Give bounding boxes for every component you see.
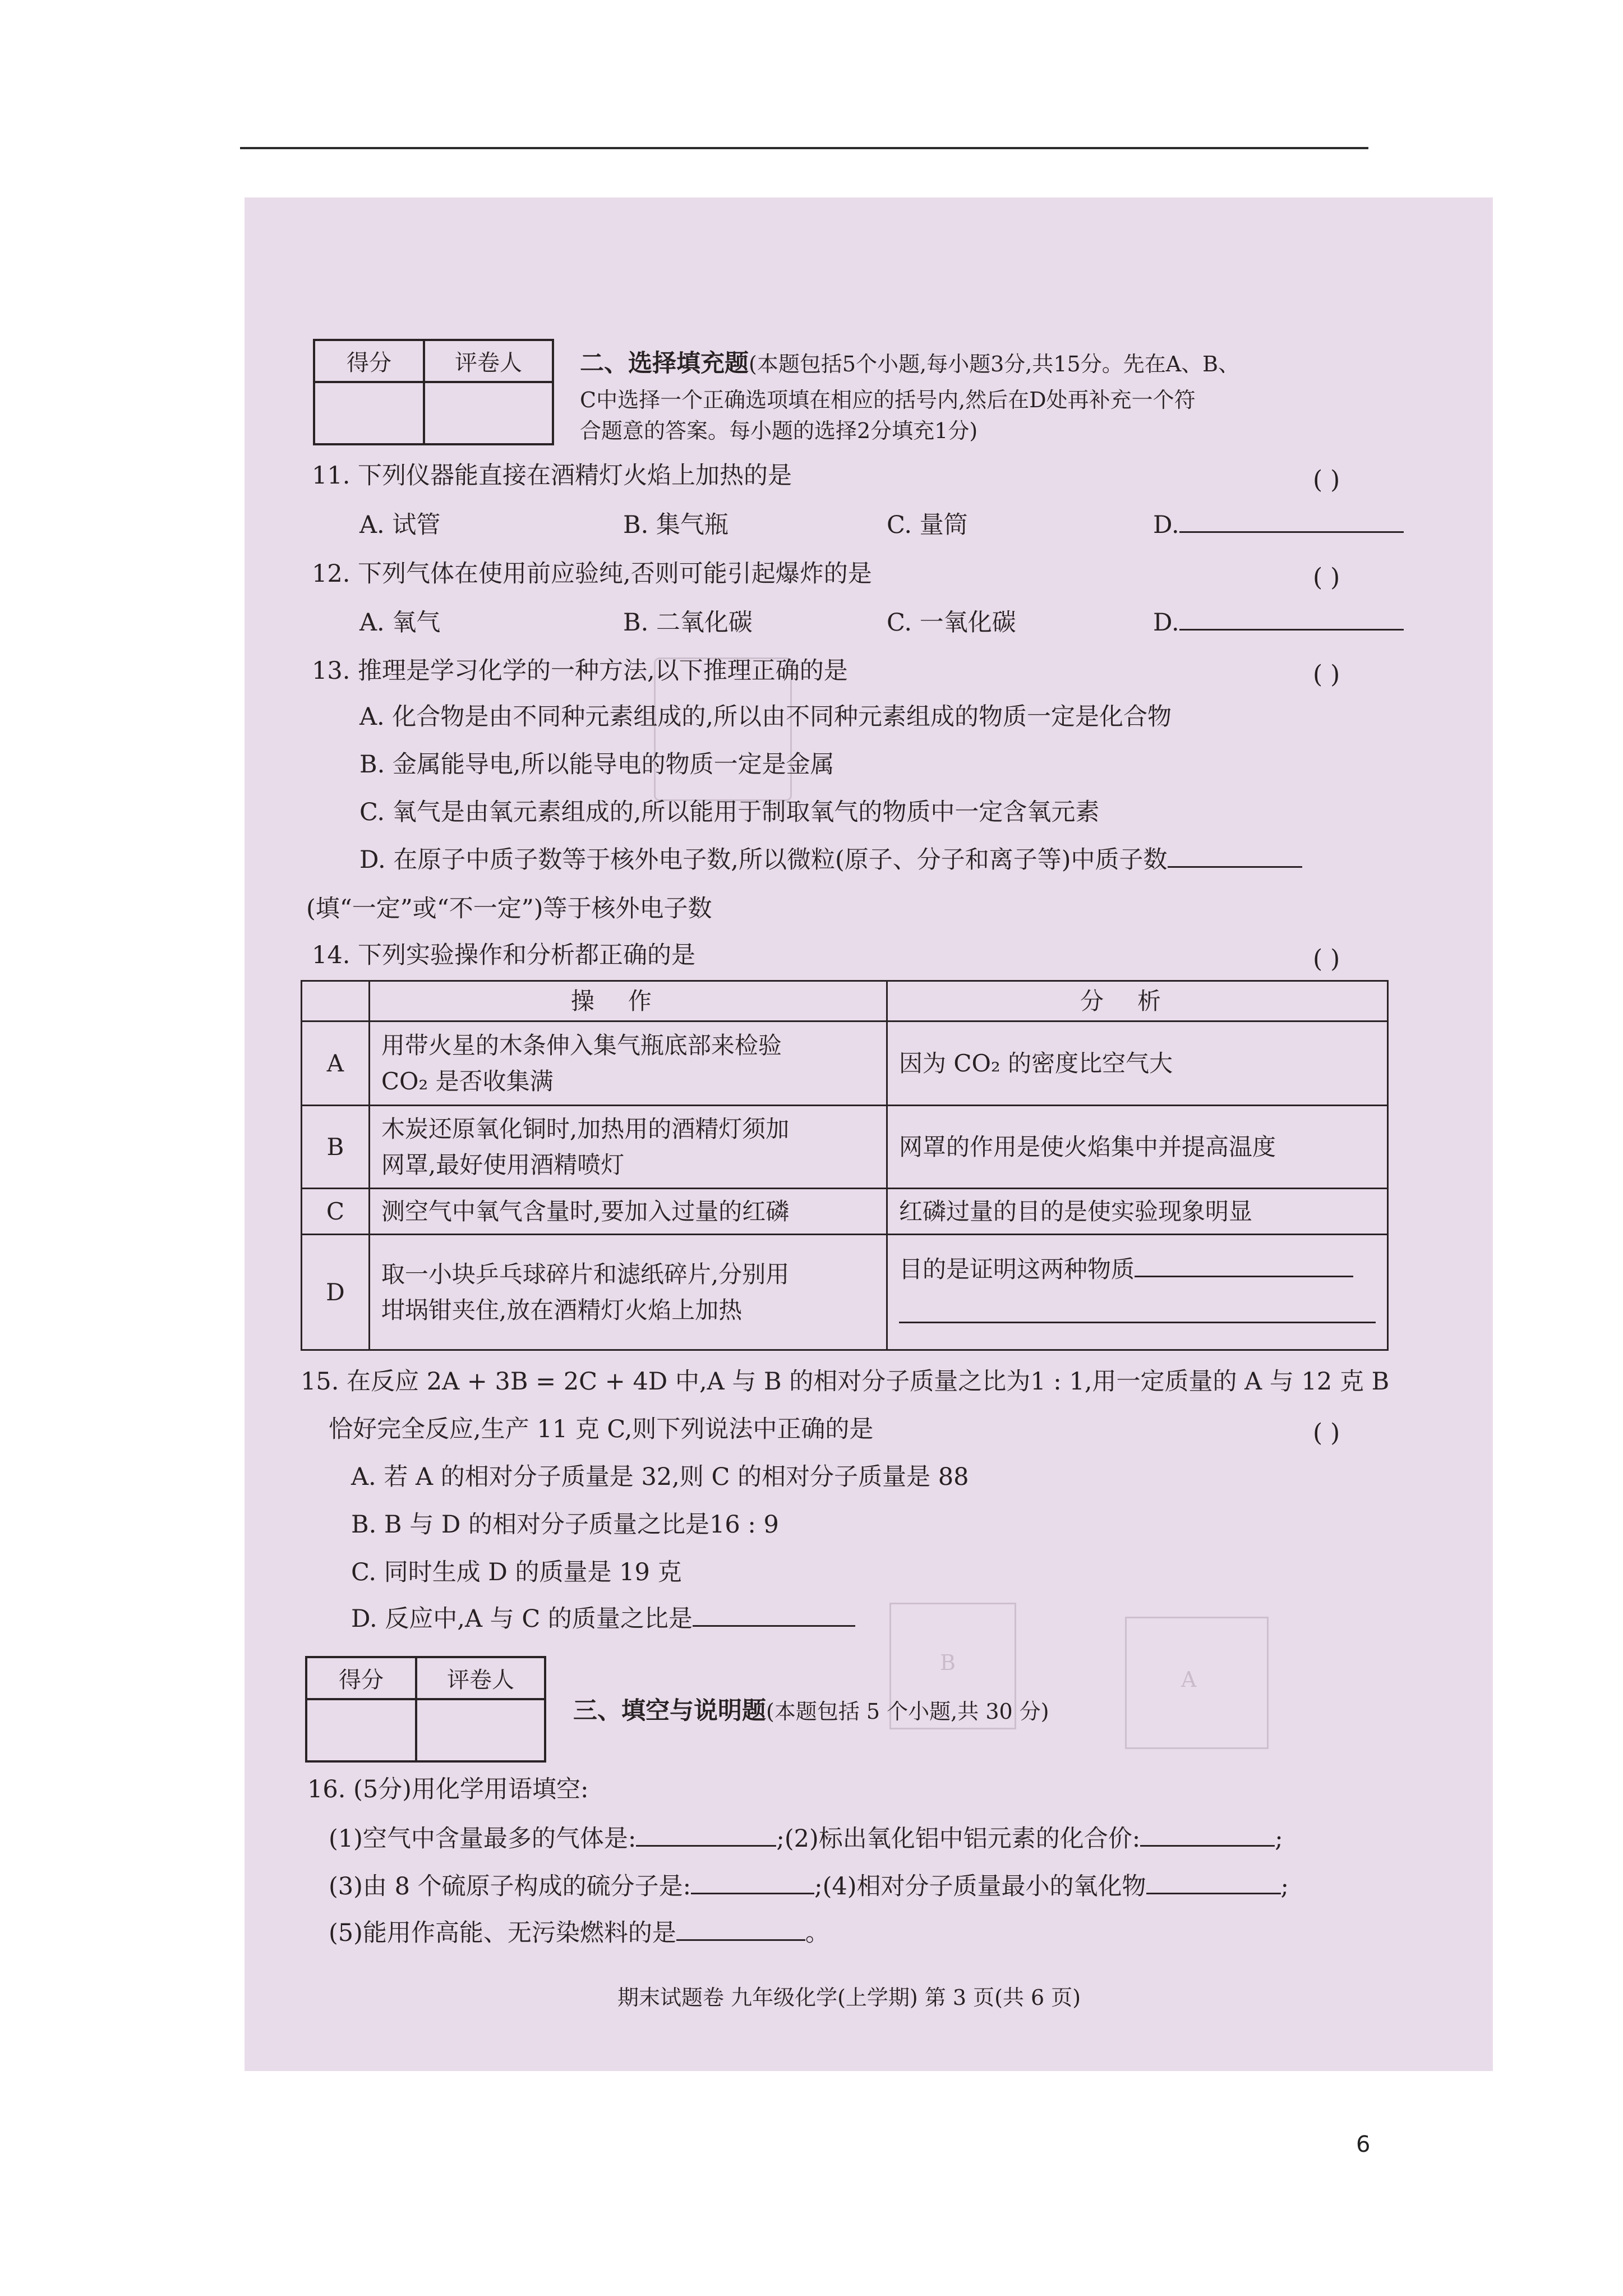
q16-blank4[interactable] (1146, 1893, 1281, 1894)
q14-row-a-label: A (302, 1022, 370, 1106)
q14-d-blank1[interactable] (1135, 1276, 1353, 1277)
page-footer: 期末试题卷 九年级化学(上学期) 第 3 页(共 6 页) (617, 1985, 1081, 2010)
score-label: 得分 (314, 340, 424, 382)
header-rule (240, 147, 1368, 149)
q16-stem: 16. (5分)用化学用语填空: (307, 1775, 589, 1803)
q15-option-c: C. 同时生成 D 的质量是 19 克 (351, 1558, 682, 1586)
q13-option-c: C. 氧气是由氧元素组成的,所以能用于制取氧气的物质中一定含氧元素 (359, 798, 1100, 826)
ghost-box-a (1125, 1617, 1269, 1749)
q13-answer-paren[interactable]: ( ) (1313, 660, 1340, 689)
q11-stem: 11. 下列仪器能直接在酒精灯火焰上加热的是 (312, 462, 792, 490)
q15-d-blank[interactable] (693, 1625, 855, 1627)
q13-option-d-text: D. 在原子中质子数等于核外电子数,所以微粒(原子、分子和离子等)中质子数 (359, 846, 1168, 874)
section2-heading: 二、选择填充题 (580, 349, 749, 378)
q12-option-d-label: D. (1153, 609, 1179, 637)
q14-row-d-op-line1: 取一小块乒乓球碎片和滤纸碎片,分别用 (381, 1260, 790, 1288)
page-number: 6 (1356, 2132, 1371, 2157)
grader-cell (424, 382, 553, 444)
q14-row-d-op-line2: 坩埚钳夹住,放在酒精灯火焰上加热 (381, 1296, 743, 1324)
score-label-2: 得分 (306, 1657, 416, 1699)
q14-row-b (302, 1106, 1388, 1189)
q11-option-d-label: D. (1153, 511, 1179, 539)
ghost-label-b: B (940, 1650, 956, 1675)
q15-option-b: B. B 与 D 的相对分子质量之比是16 : 9 (351, 1511, 779, 1539)
q12-d-blank[interactable] (1179, 629, 1404, 631)
q14-row-c-label: C (302, 1189, 370, 1235)
q16-part2-end: ; (1275, 1825, 1283, 1853)
section2-desc3: 合题意的答案。每小题的选择2分填充1分) (580, 418, 978, 443)
q15-option-a: A. 若 A 的相对分子质量是 32,则 C 的相对分子质量是 88 (351, 1463, 969, 1491)
grader-label-2: 评卷人 (416, 1657, 545, 1699)
q14-row-a-analysis: 因为 CO₂ 的密度比空气大 (887, 1022, 1388, 1106)
q16-blank1[interactable] (636, 1845, 776, 1847)
section2-desc1: (本题包括5个小题,每小题3分,共15分。先在A、B、 (749, 352, 1240, 376)
section2-line1 (580, 349, 1239, 379)
q14-row-b-operation (369, 1106, 887, 1189)
q16-blank5[interactable] (676, 1939, 805, 1941)
q16-blank2[interactable] (1140, 1845, 1275, 1847)
grader-cell-2 (416, 1699, 545, 1761)
score-cell (314, 382, 424, 444)
q13-option-a: A. 化合物是由不同种元素组成的,所以由不同种元素组成的物质一定是化合物 (359, 703, 1172, 731)
grader-label: 评卷人 (424, 340, 553, 382)
q16-part2: ;(2)标出氧化铝中铝元素的化合价: (776, 1825, 1141, 1853)
q14-row-b-op-line2: 网罩,最好使用酒精喷灯 (381, 1151, 625, 1179)
q12-option-c: C. 一氧化碳 (887, 609, 1016, 637)
q14-row-d-analysis (887, 1235, 1388, 1350)
q15-stem-line2: 恰好完全反应,生产 11 克 C,则下列说法中正确的是 (329, 1415, 874, 1443)
q12-option-d (1153, 608, 1404, 637)
q14-row-d-analysis-text: 目的是证明这两种物质 (899, 1255, 1135, 1283)
q14-answer-paren[interactable]: ( ) (1313, 945, 1340, 973)
q12-answer-paren[interactable]: ( ) (1313, 563, 1340, 592)
scanned-page (245, 197, 1493, 2071)
ghost-label-a: A (1181, 1667, 1197, 1692)
q11-option-c: C. 量筒 (887, 511, 968, 539)
q14-table (301, 980, 1389, 1351)
q13-d-blank[interactable] (1168, 866, 1302, 868)
section3-heading: 三、填空与说明题 (573, 1697, 766, 1725)
q16-blank3[interactable] (691, 1893, 814, 1894)
q14-row-a-op-line1: 用带火星的木条伸入集气瓶底部来检验 (381, 1031, 782, 1059)
q12-option-b: B. 二氧化碳 (623, 609, 753, 637)
q16-line2 (329, 1872, 1289, 1901)
q14-row-a-op-line2: CO₂ 是否收集满 (381, 1067, 554, 1095)
q14-row-b-op-line1: 木炭还原氧化铜时,加热用的酒精灯须加 (381, 1115, 790, 1143)
q15-stem-line1: 15. 在反应 2A + 3B = 2C + 4D 中,A 与 B 的相对分子质量之比为1 : 1,用一定质量的 A 与 12 克 B (301, 1368, 1390, 1396)
q14-row-c-analysis: 红磷过量的目的是使实验现象明显 (887, 1189, 1388, 1235)
q14-table-corner (302, 981, 370, 1022)
score-box (313, 339, 554, 445)
q13-stem: 13. 推理是学习化学的一种方法,以下推理正确的是 (312, 657, 848, 685)
section3-desc: (本题包括 5 个小题,共 30 分) (766, 1699, 1049, 1724)
q16-part1: (1)空气中含量最多的气体是: (329, 1825, 637, 1853)
q13-option-b: B. 金属能导电,所以能导电的物质一定是金属 (359, 751, 834, 779)
q11-option-d (1153, 510, 1404, 540)
q15-option-d (351, 1604, 855, 1634)
score-cell-2 (306, 1699, 416, 1761)
section2-desc2: C中选择一个正确选项填在相应的括号内,然后在D处再补充一个符 (580, 388, 1196, 412)
q14-row-a (302, 1022, 1388, 1106)
q14-row-c (302, 1189, 1388, 1235)
q16-part5: (5)能用作高能、无污染燃料的是 (329, 1919, 676, 1947)
q14-stem: 14. 下列实验操作和分析都正确的是 (312, 941, 696, 969)
q14-row-b-label: B (302, 1106, 370, 1189)
q16-line1 (329, 1824, 1283, 1853)
q12-option-a: A. 氧气 (359, 609, 441, 637)
q13-option-d-continued: (填“一定”或“不一定”)等于核外电子数 (306, 895, 712, 923)
section3-line (573, 1696, 1049, 1726)
q11-d-blank[interactable] (1179, 531, 1404, 533)
q15-option-d-text: D. 反应中,A 与 C 的质量之比是 (351, 1605, 693, 1633)
score-box-2 (305, 1656, 546, 1763)
q13-option-d (359, 845, 1302, 875)
q14-row-c-operation: 测空气中氧气含量时,要加入过量的红磷 (369, 1189, 887, 1235)
q14-row-a-operation (369, 1022, 887, 1106)
q11-option-b: B. 集气瓶 (623, 511, 728, 539)
q11-option-a: A. 试管 (359, 511, 441, 539)
q16-part3: (3)由 8 个硫原子构成的硫分子是: (329, 1872, 691, 1901)
q12-stem: 12. 下列气体在使用前应验纯,否则可能引起爆炸的是 (312, 560, 872, 588)
q14-d-blank2[interactable] (899, 1322, 1376, 1323)
q14-row-d (302, 1235, 1388, 1350)
q14-row-d-label: D (302, 1235, 370, 1350)
q16-part4-end: ; (1280, 1872, 1289, 1901)
q11-answer-paren[interactable]: ( ) (1313, 466, 1340, 494)
q14-header-operation: 操作 (369, 981, 887, 1022)
q14-row-b-analysis: 网罩的作用是使火焰集中并提高温度 (887, 1106, 1388, 1189)
q14-row-d-operation (369, 1235, 887, 1350)
q16-line3 (329, 1918, 829, 1948)
q16-part4: ;(4)相对分子质量最小的氧化物 (814, 1872, 1146, 1901)
q14-header-analysis: 分析 (887, 981, 1388, 1022)
q16-part5-end: 。 (805, 1919, 829, 1947)
q15-answer-paren[interactable]: ( ) (1313, 1419, 1340, 1447)
